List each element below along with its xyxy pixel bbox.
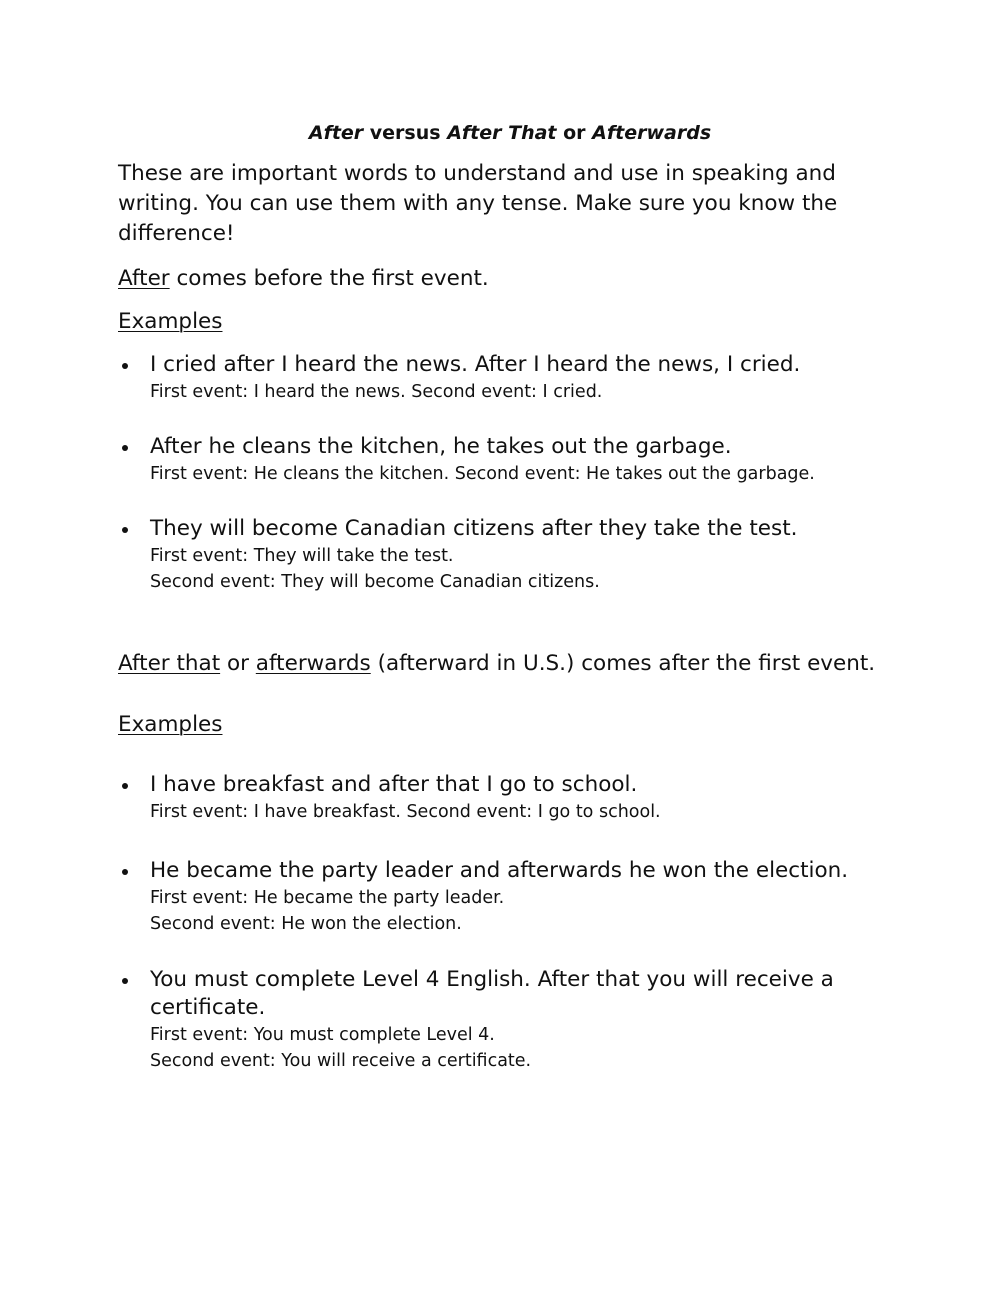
title-or: or: [556, 122, 593, 144]
list-item: [118, 515, 908, 595]
title-versus: versus: [363, 122, 448, 144]
example-note: First event: You must complete Level 4.: [150, 1025, 495, 1045]
bullet-icon: [122, 869, 128, 875]
example-note: First event: They will take the test.: [150, 546, 454, 566]
list-item: [118, 857, 908, 937]
section1-examples-label: [118, 307, 222, 337]
bullet-icon: [122, 527, 128, 533]
bullet-icon: [122, 783, 128, 789]
example-note: Second event: You will receive a certificate.: [150, 1051, 532, 1071]
example-note: First event: He cleans the kitchen. Second event: He takes out the garbage.: [150, 464, 815, 484]
section2-term1: After that: [118, 651, 221, 676]
example-note: Second event: They will become Canadian citizens.: [150, 572, 600, 592]
example-sentence: I have breakfast and after that I go to school.: [150, 772, 638, 797]
section1-rule-text: comes before the first event.: [169, 266, 489, 291]
list-item: [118, 966, 908, 1074]
intro-paragraph: These are important words to understand and use in speaking and writing. You can use them with any tense. Make sure you know the difference!: [118, 161, 838, 246]
list-item: [118, 351, 908, 405]
bullet-icon: [122, 978, 128, 984]
example-sentence: I cried after I heard the news. After I heard the news, I cried.: [150, 352, 801, 377]
bullet-icon: [122, 445, 128, 451]
section2-examples-label: [118, 710, 222, 740]
title-afterwards: Afterwards: [592, 122, 712, 144]
example-note: Second event: He won the election.: [150, 914, 462, 934]
bullet-icon: [122, 363, 128, 369]
example-sentence: You must complete Level 4 English. After that you will receive a certificate.: [150, 967, 834, 1020]
example-sentence: He became the party leader and afterwards he won the election.: [150, 858, 849, 883]
examples-label-text: Examples: [118, 309, 223, 334]
examples-label-text: Examples: [118, 712, 223, 737]
section2-term2: afterwards: [255, 651, 371, 676]
title-after-that: After That: [447, 122, 557, 144]
example-note: First event: He became the party leader.: [150, 888, 505, 908]
example-sentence: They will become Canadian citizens after they take the test.: [150, 516, 798, 541]
example-note: First event: I heard the news. Second event: I cried.: [150, 382, 603, 402]
section2-rule: [118, 649, 875, 679]
example-sentence: After he cleans the kitchen, he takes out the garbage.: [150, 434, 732, 459]
section1-rule: [118, 264, 489, 294]
section1-term: After: [118, 266, 170, 291]
list-item: [118, 771, 908, 825]
page-title: [118, 119, 902, 147]
section2-rule-text: (afterward in U.S.) comes after the first event.: [370, 651, 876, 676]
section2-or: or: [220, 651, 256, 676]
list-item: [118, 433, 908, 487]
example-note: First event: I have breakfast. Second event: I go to school.: [150, 802, 661, 822]
title-after: After: [308, 122, 364, 144]
